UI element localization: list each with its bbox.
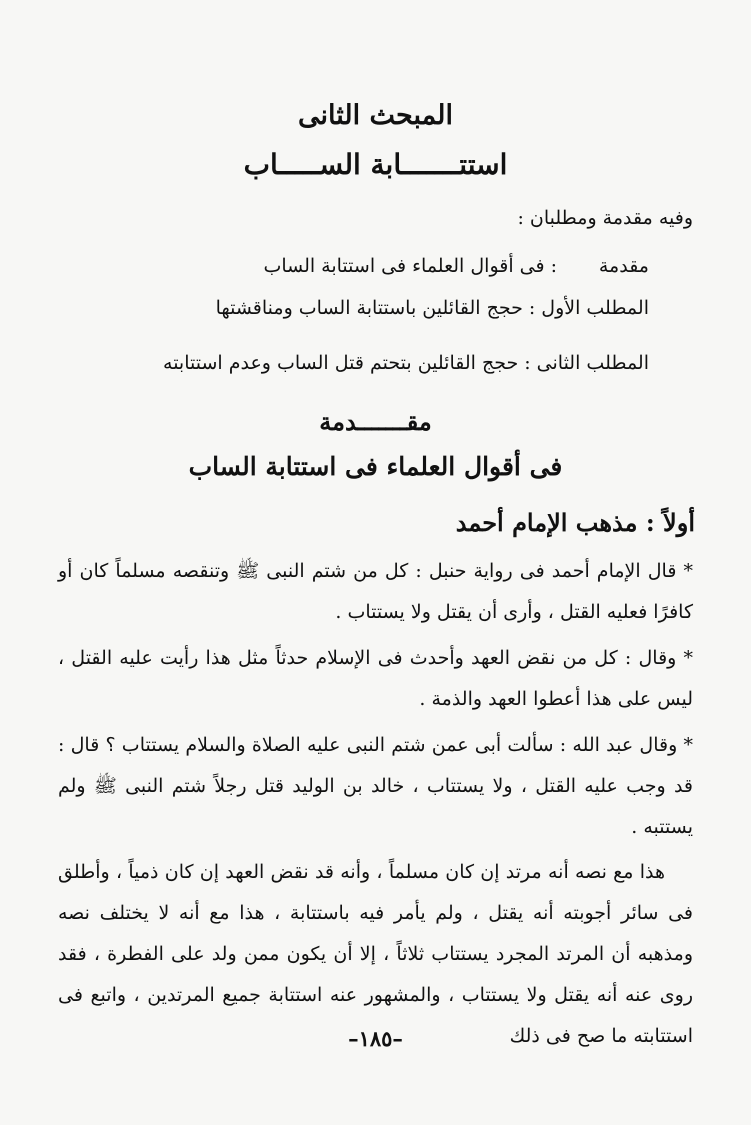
toc-text: حجج القائلين بتحتم قتل الساب وعدم استتابته: [163, 352, 519, 374]
toc-sep: :: [550, 255, 557, 277]
paragraph: هذا مع نصه أنه مرتد إن كان مسلماً ، وأنه قد نقض العهد إن كان ذمياً ، وأطلق فى سائر أجوبته أنه يقتل ، ولم يأمر فيه باستتابة ، هذا مع أنه لا يختلف نصه ومذهبه أن المرتد المجرد يستتاب ثلاثاً ، إلا أن يكون ممن ولد على الفطرة ، فقد روى عنه أنه يقتل ولا يستتاب ، والمشهور عنه استتابة جميع المرتدين ، واتبع فى استتابته ما صح فى ذلك: [58, 861, 693, 1047]
muqaddima-title: مقـــــــدمة: [319, 407, 432, 436]
section-title: المبحث الثانى: [298, 100, 453, 131]
toc-item-muqaddima: [263, 255, 649, 277]
toc-key: المطلب الأول: [541, 297, 649, 319]
toc-sep: :: [528, 297, 536, 319]
toc-key: مقدمة: [598, 255, 649, 277]
paragraph: * وقال عبد الله : سألت أبى عمن شتم النبى عليه الصلاة والسلام يستتاب ؟ قال : قد وجب عليه القتل ، ولا يستتاب ، خالد بن الوليد قتل رجلاً شتم النبى ﷺ ولم يستتبه .: [58, 734, 693, 838]
page-number: –١٨٥–: [348, 1026, 403, 1051]
toc-text: حجج القائلين باستتابة الساب ومناقشتها: [215, 297, 523, 319]
section-subtitle: استتـــــــابة الســـــاب: [243, 148, 508, 181]
toc-text: فى أقوال العلماء فى استتابة الساب: [263, 255, 545, 277]
paragraph: * وقال : كل من نقض العهد وأحدث فى الإسلام حدثاً مثل هذا رأيت عليه القتل ، ليس على هذا أعطوا العهد والذمة .: [58, 647, 693, 710]
subsection-heading: أولاً : مذهب الإمام أحمد: [455, 508, 695, 537]
toc-item-matlab-1: [216, 297, 649, 319]
paragraph: * قال الإمام أحمد فى رواية حنبل : كل من شتم النبى ﷺ وتنقصه مسلماً كان أو كافرًا فعليه القتل ، وأرى أن يقتل ولا يستتاب .: [58, 560, 693, 623]
muqaddima-subtitle: فى أقوال العلماء فى استتابة الساب: [188, 452, 563, 481]
intro-line: وفيه مقدمة ومطلبان :: [517, 207, 693, 229]
toc-sep: :: [524, 352, 531, 374]
toc-key: المطلب الثانى: [536, 352, 649, 374]
toc-item-matlab-2: [163, 352, 649, 374]
